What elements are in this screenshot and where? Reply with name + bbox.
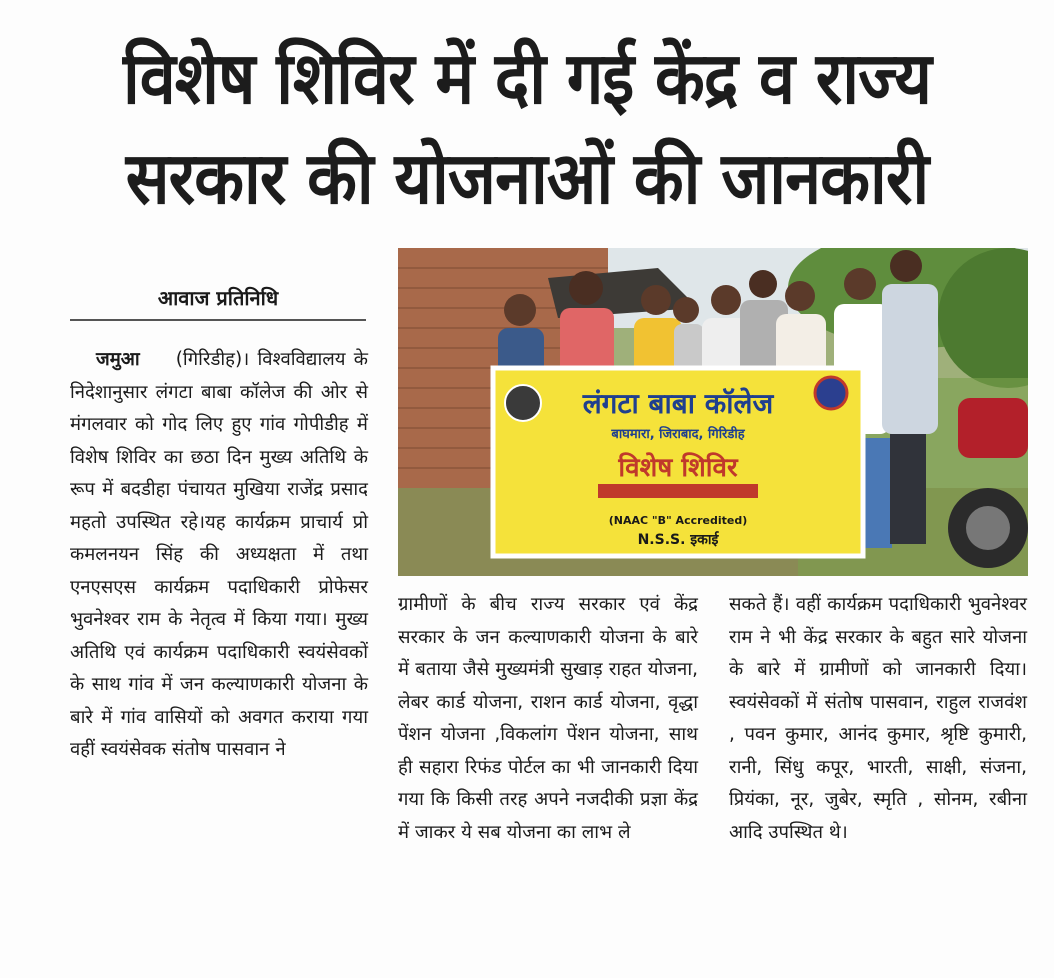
cropped-top-text [0,0,1054,5]
article-column-3 [729,589,1027,849]
nss-logo [815,377,847,409]
dateline-place: जमुआ [96,349,140,370]
college-logo [505,385,541,421]
banner-event: विशेष शिविर [618,453,738,483]
byline: आवाज प्रतिनिधि [70,284,366,321]
headline-line-2: सरकार की योजनाओं की जानकारी [125,136,929,220]
banner [493,368,863,556]
banner-unit: N.S.S. इकाई [637,532,719,548]
banner-subtitle: बाघमारा, जिराबाद, गिरिडीह [611,427,745,442]
photo-illustration [398,248,1028,576]
column-2-text: ग्रामीणों के बीच राज्य सरकार एवं केंद्र सरकार के जन कल्याणकारी योजना के बारे में बताया जैसे मुख्यमंत्री सुखाड़ राहत योजना, लेबर कार्ड योजना, राशन कार्ड योजना, वृद्धा पेंशन योजना ,विकलांग पेंशन योजना, साथ ही सहारा रिफंड पोर्टल का भी जानकारी दिया गया कि किसी तरह अपने नजदीकी प्रज्ञा केंद्र में जाकर ये सब योजना का लाभ ले [398,594,698,843]
headline [0,28,1054,228]
column-1-text: विश्वविद्यालय के निदेशानुसार लंगटा बाबा कॉलेज की ओर से मंगलवार को गोद लिए हुए गांव गोपीडीह में विशेष शिविर का छठा दिन मुख्य अतिथि के रूप में बदडीहा पंचायत मुखिया राजेंद्र प्रसाद महतो उपस्थित रहे।यह कार्यक्रम प्राचार्य प्रो कमलनयन सिंह की अध्यक्षता में तथा एनएसएस कार्यक्रम पदाधिकारी प्रोफेसर भुवनेश्वर राम के नेतृत्व में किया गया। मुख्य अतिथि एवं कार्यक्रम पदाधिकारी स्वयंसेवकों के साथ गांव में जन कल्याणकारी योजना के बारे में गांव वासियों को अवगत कराया गया वहीं स्वयंसेवक संतोष पासवान ने [70,349,368,760]
article-column-2 [398,589,698,849]
article-column-1 [70,344,368,767]
headline-line-1: विशेष शिविर में दी गई केंद्र व राज्य [122,36,932,120]
column-3-text: सकते हैं। वहीं कार्यक्रम पदाधिकारी भुवनेश्वर राम ने भी केंद्र सरकार के बहुत सारे योजना के बारे में ग्रामीणों को जानकारी दिया। स्वयंसेवकों में संतोष पासवान, राहुल राजवंश , पवन कुमार, आनंद कुमार, श्रृष्टि कुमारी, रानी, सिंधु कपूर, भारती, साक्षी, संजना, प्रियंका, नूर, जुबेर, स्मृति , सोनम, रबीना आदि उपस्थित थे। [729,594,1027,843]
banner-title: लंगटा बाबा कॉलेज [582,387,774,420]
news-photo [398,248,1028,576]
dateline-district: (गिरिडीह)। [175,349,250,370]
banner-naac: (NAAC "B" Accredited) [608,514,748,527]
